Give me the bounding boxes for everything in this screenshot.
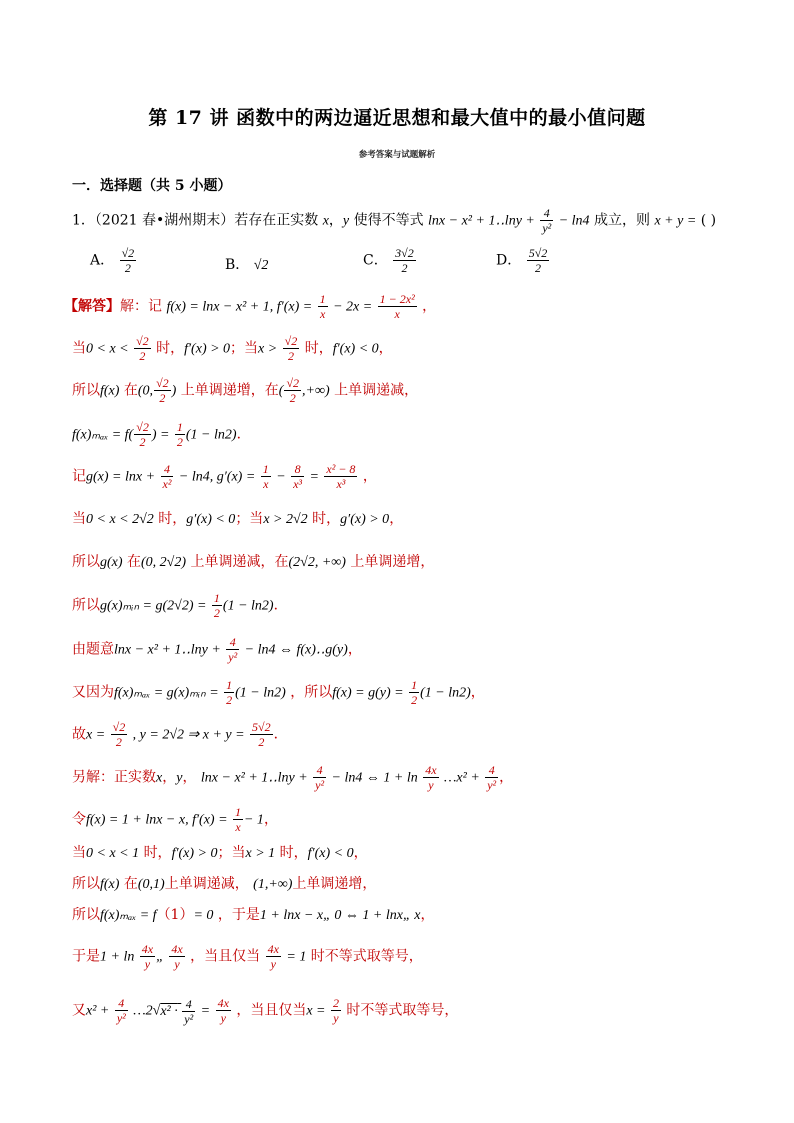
solution-line-9: 由题意lnx − x² + 1‥lny + $\frac{4}{\text{y²}}$ − ln4 ⇔ f(x)‥g(y)， <box>72 635 362 664</box>
solution-line-7: 所以g(x) 在(0, 2√2) 上单调递减，在(2√2, +∞) 上单调递增， <box>72 554 435 570</box>
solution-line-3: 所以f(x) 在(0, $\frac{√2}{2}$ ) 上单调递增，在( $\frac{√2}{2}$ ,+∞) 上单调递减， <box>72 376 419 405</box>
option-b: B． √2 <box>225 257 269 273</box>
solution-line-2: 当0 < x < $\frac{√2}{2}$ 时，f′(x) > 0；当x > $\frac{√2}{2}$ 时，f′(x) < 0， <box>72 334 393 363</box>
option-d: D． $\frac{5√2}{2}$ <box>496 246 548 275</box>
option-a: A． $\frac{√2}{2}$ <box>90 246 135 275</box>
solution-line-13: 令f(x) = 1 + lnx − x, f′(x) = $\frac{1}{x}$ − 1， <box>72 805 278 834</box>
solution-line-4: f(x)ₘₐₓ = f( $\frac{√2}{2}$ ) = $\frac{1}{2}$ (1 − ln2)． <box>72 420 251 449</box>
solution-line-8: 所以g(x)ₘᵢₙ = g(2√2) = $\frac{1}{2}$ (1 − ln2)． <box>72 591 288 620</box>
page-title: 第 17 讲 函数中的两边逼近思想和最大值中的最小值问题 <box>148 107 646 129</box>
solution-line-15: 所以f(x) 在(0,1)上单调递减， (1,+∞)上单调递增， <box>72 876 377 892</box>
solution-line-17: 于是1 + ln $\frac{4x}{y}$ „ $\frac{4x}{y}$ ，当且仅当 $\frac{4x}{y}$ = 1 时不等式取等号， <box>72 942 423 971</box>
question-1: 1．（2021 春•湖州期末）若存在正实数 x，y 使得不等式 lnx − x² + 1‥lny + $\frac{4}{\text{y²}}$ − ln4 成立，则 x + y = ( ) <box>72 206 717 235</box>
fraction: $\frac{4}{\text{y²}}$ <box>542 206 552 235</box>
option-c: C． $\frac{3√2}{2}$ <box>363 246 414 275</box>
solution-line-18: 又x² + $\frac{4}{\text{y²}}$ …2√x² · $\frac{4}{\text{y²}}$ = $\frac{4x}{y}$ ，当且仅当x = $\frac{2}{y}$ 时不等式取等号， <box>72 996 459 1026</box>
question-prefix: 1．（2021 春•湖州期末）若存在正实数 <box>72 212 319 229</box>
solution-line-16: 所以f(x)ₘₐₓ = f（1）= 0 ，于是1 + lnx − x„ 0 ⇔ 1 + lnx„ x， <box>72 907 435 923</box>
solution-line-10: 又因为f(x)ₘₐₓ = g(x)ₘᵢₙ = $\frac{1}{2}$ (1 − ln2) ，所以f(x) = g(y) = $\frac{1}{2}$ (1 − ln2)， <box>72 678 485 707</box>
solution-line-11: 故x = $\frac{√2}{2}$ , y = 2√2 ⇒ x + y = $\frac{5√2}{2}$ ． <box>72 720 288 749</box>
page-subtitle: 参考答案与试题解析 <box>358 150 436 160</box>
solution-line-12: 另解：正实数x，y， lnx − x² + 1‥lny + $\frac{4}{\text{y²}}$ − ln4 ⇔ 1 + ln $\frac{4x}{y}$ …x² + $\frac{4}{\text{y²}}$ ， <box>72 763 514 792</box>
section-heading: 一．选择题（共 5 小题） <box>72 178 232 194</box>
answer-blank: ( ) <box>700 212 717 229</box>
solution-line-5: 记g(x) = lnx + $\frac{4}{\text{x²}}$ − ln4, g′(x) = $\frac{1}{x}$ − $\frac{8}{\text{x³}}$ = $\frac{\text{x² − 8}}{\text{x³}}$ ， <box>72 462 377 491</box>
solution-line-14: 当0 < x < 1 时，f′(x) > 0；当x > 1 时，f′(x) < 0， <box>72 845 368 861</box>
solution-line-1: 【解答】解：记 f(x) = lnx − x² + 1, f′(x) = $\frac{1}{x}$ − 2x = $\frac{\text{1 − 2x²}}{x}$ ， <box>64 292 437 321</box>
solution-tag: 【解答】 <box>64 298 120 315</box>
solution-line-6: 当0 < x < 2√2 时，g′(x) < 0；当x > 2√2 时，g′(x) > 0， <box>72 511 404 527</box>
